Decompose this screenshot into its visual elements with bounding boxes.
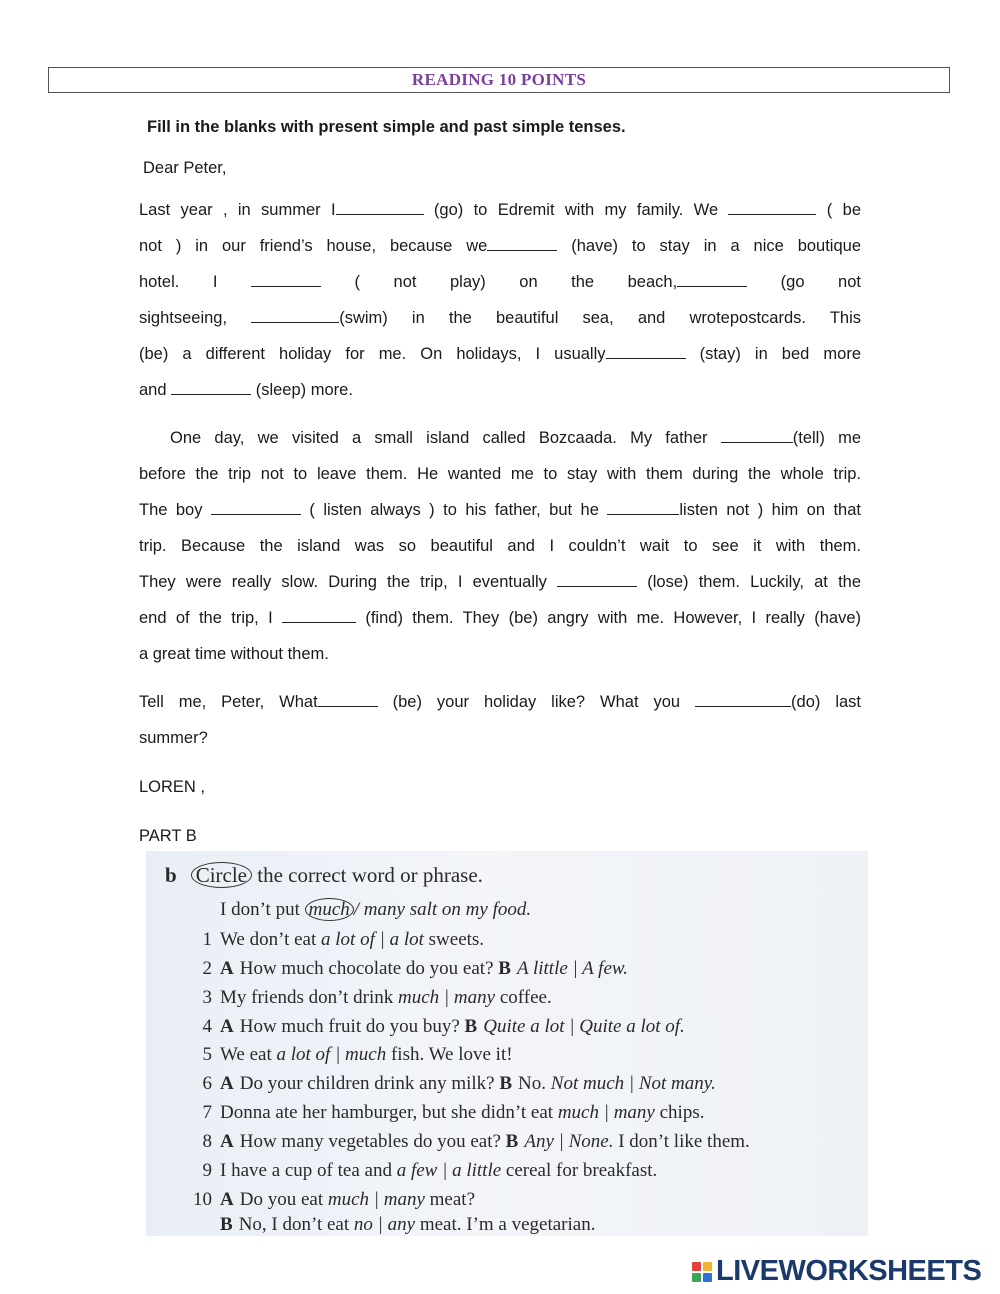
- exercise-item: [186, 929, 484, 951]
- exercise-item: [186, 1160, 657, 1182]
- text-line: [139, 372, 861, 408]
- answer-options: no | any: [353, 1214, 416, 1235]
- text-line: [139, 228, 861, 264]
- speaker-label: A: [220, 1131, 234, 1152]
- logo-square: [692, 1273, 701, 1282]
- item-text: Donna ate her hamburger, but she didn’t eat: [220, 1102, 558, 1123]
- letter-paragraph-1: [139, 192, 861, 408]
- exercise-item: [186, 958, 628, 980]
- fill-in-blank[interactable]: [282, 608, 356, 623]
- letter-greeting: Dear Peter,: [143, 159, 227, 177]
- fill-in-blank[interactable]: [695, 692, 791, 707]
- item-number: 9: [202, 1160, 212, 1181]
- letter-paragraph-3: [139, 684, 861, 756]
- speaker-label: B: [499, 1073, 513, 1094]
- text-line: [139, 420, 861, 456]
- item-text: sweets.: [423, 929, 485, 950]
- exercise-item: [186, 1073, 716, 1095]
- text-line: [139, 528, 861, 564]
- fill-in-blank[interactable]: [721, 428, 793, 443]
- fill-in-blank[interactable]: [557, 572, 637, 587]
- text-segment: The boy: [139, 501, 211, 519]
- text-segment: not ) in our friend’s house, because we: [139, 237, 488, 255]
- item-text: How much fruit do you buy?: [239, 1016, 465, 1037]
- speaker-label: B: [498, 958, 511, 979]
- speaker-label: A: [220, 1016, 234, 1037]
- item-text: Do your children drink any milk?: [239, 1073, 500, 1094]
- text-segment: (tell) me: [792, 429, 861, 447]
- text-segment: end of the trip, I: [139, 609, 283, 627]
- fill-in-blank[interactable]: [336, 200, 424, 215]
- item-number: 6: [202, 1073, 212, 1094]
- fill-in-blank[interactable]: [487, 236, 557, 251]
- speaker-label: A: [220, 1189, 234, 1210]
- fill-in-blank[interactable]: [251, 308, 339, 323]
- logo-square: [703, 1262, 712, 1271]
- circled-word: Circle: [191, 862, 252, 888]
- exercise-item: [186, 1016, 685, 1038]
- text-segment: ( be: [816, 201, 861, 219]
- text-segment: ( listen always ) to his father, but he: [300, 501, 608, 519]
- item-number: 10: [193, 1189, 212, 1210]
- logo-text: LIVEWORKSHEETS: [716, 1255, 982, 1287]
- item-text: We don’t eat: [220, 929, 322, 950]
- answer-options: much | many: [327, 1189, 425, 1210]
- item-text: How many vegetables do you eat?: [239, 1131, 506, 1152]
- fill-in-blank[interactable]: [251, 272, 321, 287]
- text-segment: ( not play) on the beach,: [321, 273, 678, 291]
- text-segment: hotel. I: [139, 273, 251, 291]
- text-segment: trip. Because the island was so beautiful and I couldn’t wait to see it with them.: [139, 537, 861, 555]
- letter-signoff: LOREN ,: [139, 778, 206, 796]
- answer-options: Any | None.: [524, 1131, 614, 1152]
- fill-in-blank[interactable]: [728, 200, 816, 215]
- answer-options: A little | A few.: [516, 958, 628, 979]
- fill-in-blank[interactable]: [318, 692, 378, 707]
- text-segment: (stay) in bed more: [685, 345, 861, 363]
- exercise-heading: [165, 863, 483, 888]
- text-line: [139, 336, 861, 372]
- text-line: [139, 720, 861, 756]
- answer-options: much | many: [557, 1102, 655, 1123]
- text-segment: (be) your holiday like? What you: [377, 693, 696, 711]
- item-text: I don’t like them.: [613, 1131, 750, 1152]
- text-line: [139, 636, 861, 672]
- item-text: meat. I’m a vegetarian.: [415, 1214, 596, 1235]
- text-segment: One day, we visited a small island called Bozcaada. My father: [170, 429, 721, 447]
- exercise-item-10-b: [220, 1214, 595, 1236]
- part-b-heading: PART B: [139, 827, 197, 845]
- item-text: I have a cup of tea and: [220, 1160, 397, 1181]
- item-number: 8: [202, 1131, 212, 1152]
- speaker-label: B: [220, 1214, 233, 1235]
- text-line: [139, 456, 861, 492]
- letter-paragraph-2: [139, 420, 861, 672]
- answer-options: much | many: [398, 987, 496, 1008]
- text-segment: (swim) in the beautiful sea, and wrotepostcards. This: [339, 309, 861, 327]
- fill-in-blank[interactable]: [607, 500, 679, 515]
- logo-square: [703, 1273, 712, 1282]
- answer-options: Quite a lot | Quite a lot of.: [483, 1016, 685, 1037]
- exercise-image: [146, 851, 868, 1236]
- item-text: coffee.: [495, 987, 552, 1008]
- exercise-item: [186, 1044, 513, 1066]
- text-segment: (do) last: [791, 693, 862, 711]
- exercise-example: I don’t put much / many salt on my food.: [220, 899, 532, 920]
- exercise-item: [186, 1189, 475, 1211]
- answer-options: Not much | Not many.: [550, 1073, 716, 1094]
- section-header: [48, 67, 950, 93]
- answer-options: a lot of | much: [276, 1044, 387, 1065]
- text-segment: They were really slow. During the trip, I eventually: [139, 573, 558, 591]
- text-segment: Tell me, Peter, What: [139, 693, 318, 711]
- item-text: chips.: [654, 1102, 705, 1123]
- liveworksheets-logo: [692, 1255, 981, 1288]
- exercise-letter: b: [165, 863, 177, 887]
- text-segment: (go not: [747, 273, 861, 291]
- item-text: Do you eat: [239, 1189, 328, 1210]
- exercise-item: [186, 987, 552, 1009]
- example-circled-answer: much: [305, 898, 354, 921]
- text-segment: Last year , in summer I: [139, 201, 336, 219]
- exercise-heading-text: the correct word or phrase.: [252, 863, 483, 887]
- item-number: 3: [202, 987, 212, 1008]
- item-number: 4: [202, 1016, 212, 1037]
- item-text: We eat: [220, 1044, 277, 1065]
- text-line: [139, 192, 861, 228]
- item-number: 7: [202, 1102, 212, 1123]
- text-line: [139, 492, 861, 528]
- text-segment: (have) to stay in a nice boutique: [557, 237, 861, 255]
- item-number: 5: [202, 1044, 212, 1065]
- text-line: [139, 600, 861, 636]
- text-line: [139, 264, 861, 300]
- exercise-item: [186, 1102, 704, 1124]
- text-segment: sightseeing,: [139, 309, 252, 327]
- section-title: READING 10 POINTS: [411, 70, 587, 89]
- answer-options: a lot of | a lot: [321, 929, 424, 950]
- speaker-label: B: [505, 1131, 519, 1152]
- text-segment: (go) to Edremit with my family. We: [423, 201, 729, 219]
- item-text: cereal for breakfast.: [501, 1160, 658, 1181]
- item-text: fish. We love it!: [386, 1044, 513, 1065]
- instruction-text: Fill in the blanks with present simple and past simple tenses.: [147, 118, 626, 136]
- text-line: [139, 564, 861, 600]
- speaker-label: A: [220, 958, 234, 979]
- text-segment: (find) them. They (be) angry with me. However, I really (have): [356, 609, 861, 627]
- text-segment: (sleep) more.: [251, 381, 353, 399]
- fill-in-blank[interactable]: [171, 380, 251, 395]
- text-segment: listen not ) him on that: [679, 501, 861, 519]
- text-segment: and: [139, 381, 172, 399]
- text-segment: (be) a different holiday for me. On holidays, I usually: [139, 345, 606, 363]
- text-segment: summer?: [139, 729, 208, 747]
- text-segment: (lose) them. Luckily, at the: [637, 573, 861, 591]
- item-text: No, I don’t eat: [238, 1214, 354, 1235]
- item-text: meat?: [424, 1189, 476, 1210]
- speaker-label: B: [464, 1016, 478, 1037]
- logo-grid-icon: [692, 1262, 712, 1282]
- answer-options: a few | a little: [396, 1160, 502, 1181]
- exercise-item: [186, 1131, 750, 1153]
- fill-in-blank[interactable]: [606, 344, 686, 359]
- text-segment: a great time without them.: [139, 645, 329, 663]
- text-line: [139, 300, 861, 336]
- speaker-label: A: [220, 1073, 234, 1094]
- item-number: 1: [202, 929, 212, 950]
- text-line: [139, 684, 861, 720]
- fill-in-blank[interactable]: [211, 500, 301, 515]
- item-text: How much chocolate do you eat?: [239, 958, 499, 979]
- item-text: No.: [518, 1073, 551, 1094]
- logo-square: [692, 1262, 701, 1271]
- fill-in-blank[interactable]: [677, 272, 747, 287]
- item-text: My friends don’t drink: [220, 987, 399, 1008]
- text-segment: before the trip not to leave them. He wanted me to stay with them during the whole trip.: [139, 465, 861, 483]
- item-number: 2: [202, 958, 212, 979]
